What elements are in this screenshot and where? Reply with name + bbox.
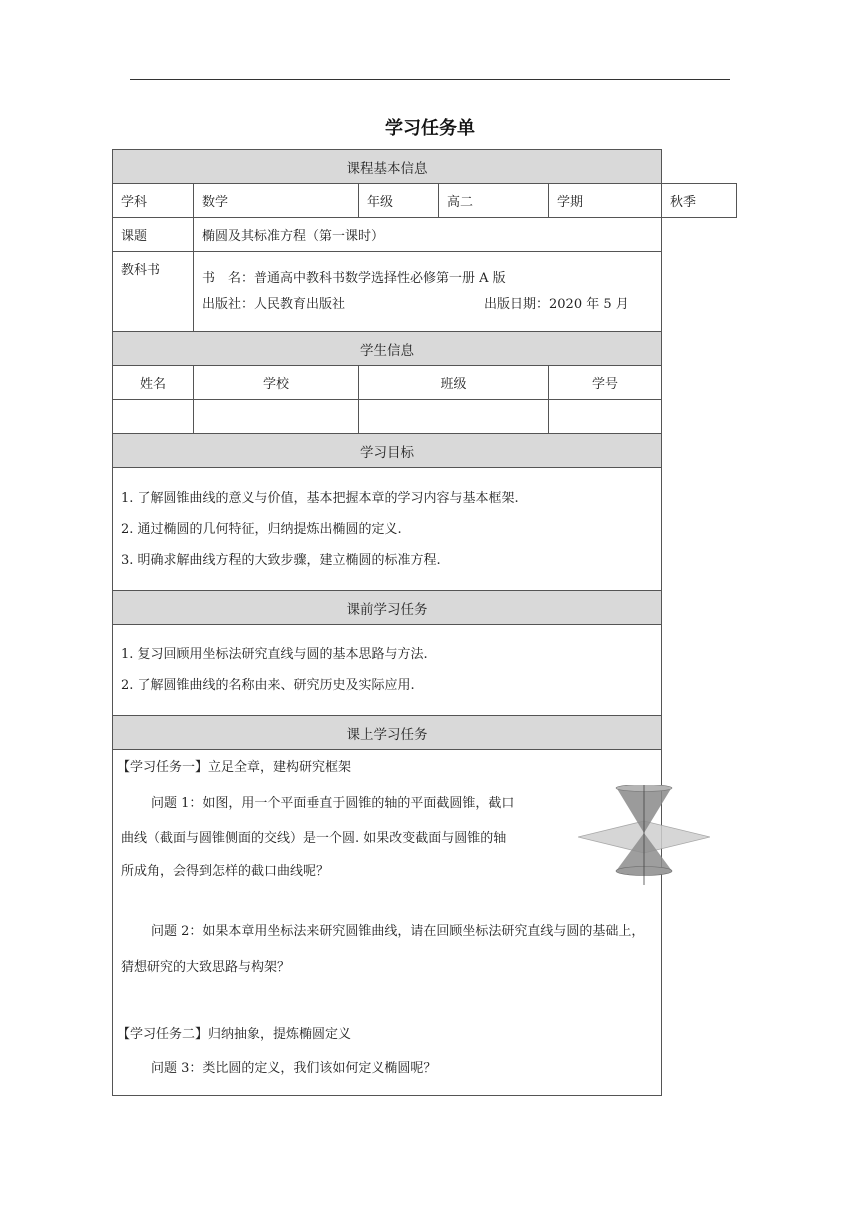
class-tasks-band bbox=[113, 716, 737, 750]
course-info-header: 课程基本信息 bbox=[113, 150, 662, 184]
page-title: 学习任务单 bbox=[385, 118, 475, 139]
topic-label: 课题 bbox=[113, 218, 194, 252]
textbook-value bbox=[194, 252, 662, 332]
pre-tasks-header: 课前学习任务 bbox=[113, 591, 662, 625]
task-two-title: 【学习任务二】归纳抽象，提炼椭圆定义 bbox=[117, 1027, 352, 1042]
pre-tasks-band bbox=[113, 591, 737, 625]
class-tasks-row bbox=[113, 750, 737, 1096]
pre-task-item: 2. 了解圆锥曲线的名称由来、研究历史及实际应用. bbox=[121, 678, 415, 693]
subject-value: 数学 bbox=[194, 184, 359, 218]
student-info-header: 学生信息 bbox=[113, 332, 662, 366]
pre-tasks-list bbox=[113, 625, 662, 716]
class-tasks-header: 课上学习任务 bbox=[113, 716, 662, 750]
student-entry-row bbox=[113, 400, 737, 434]
publisher-line bbox=[202, 292, 653, 318]
task-one-title: 【学习任务一】立足全章，建构研究框架 bbox=[117, 760, 352, 775]
goals-row bbox=[113, 468, 737, 591]
school-entry-cell[interactable] bbox=[194, 400, 359, 434]
subject-row bbox=[113, 184, 737, 218]
class-column-header: 班级 bbox=[359, 366, 549, 400]
name-column-header: 姓名 bbox=[113, 366, 194, 400]
task-sheet-table bbox=[112, 149, 737, 1096]
subject-label: 学科 bbox=[113, 184, 194, 218]
publisher: 出版社：人民教育出版社 bbox=[202, 296, 346, 312]
question-1-line-2: 曲线（截面与圆锥侧面的交线）是一个圆. 如果改变截面与圆锥的轴 bbox=[121, 831, 507, 846]
term-value: 秋季 bbox=[662, 184, 737, 218]
double-cone-section-figure bbox=[578, 785, 710, 885]
course-info-band bbox=[113, 150, 737, 184]
name-entry-cell[interactable] bbox=[113, 400, 194, 434]
grade-value: 高二 bbox=[439, 184, 549, 218]
goal-item: 3. 明确求解曲线方程的大致步骤，建立椭圆的标准方程. bbox=[121, 552, 441, 568]
goals-band bbox=[113, 434, 737, 468]
pre-tasks-row bbox=[113, 625, 737, 716]
top-rule bbox=[130, 79, 730, 80]
class-entry-cell[interactable] bbox=[359, 400, 549, 434]
textbook-row bbox=[113, 252, 737, 332]
school-column-header: 学校 bbox=[194, 366, 359, 400]
goals-list bbox=[113, 468, 662, 591]
term-label: 学期 bbox=[549, 184, 662, 218]
student-id-entry-cell[interactable] bbox=[549, 400, 662, 434]
question-2-line-1: 问题 2：如果本章用坐标法来研究圆锥曲线，请在回顾坐标法研究直线与圆的基础上， bbox=[151, 924, 645, 939]
textbook-label: 教科书 bbox=[113, 252, 194, 332]
question-1-line-3: 所成角，会得到怎样的截口曲线呢？ bbox=[121, 864, 330, 879]
student-info-band bbox=[113, 332, 737, 366]
topic-row bbox=[113, 218, 737, 252]
goal-item: 1. 了解圆锥曲线的意义与价值，基本把握本章的学习内容与基本框架. bbox=[121, 490, 519, 506]
book-name-line: 书 名：普通高中教科书数学选择性必修第一册 A 版 bbox=[202, 270, 506, 286]
pre-task-item: 1. 复习回顾用坐标法研究直线与圆的基本思路与方法. bbox=[121, 647, 428, 662]
topic-value: 椭圆及其标准方程（第一课时） bbox=[194, 218, 662, 252]
publish-date: 出版日期：2020 年 5 月 bbox=[484, 296, 629, 312]
question-1-line-1: 问题 1：如图，用一个平面垂直于圆锥的轴的平面截圆锥，截口 bbox=[151, 796, 515, 811]
grade-label: 年级 bbox=[359, 184, 439, 218]
question-2-line-2: 猜想研究的大致思路与构架？ bbox=[121, 960, 291, 975]
question-3: 问题 3：类比圆的定义，我们该如何定义椭圆呢？ bbox=[151, 1061, 437, 1076]
class-tasks-content bbox=[113, 750, 662, 1096]
student-header-row bbox=[113, 366, 737, 400]
goals-header: 学习目标 bbox=[113, 434, 662, 468]
student-id-column-header: 学号 bbox=[549, 366, 662, 400]
goal-item: 2. 通过椭圆的几何特征，归纳提炼出椭圆的定义. bbox=[121, 521, 402, 537]
